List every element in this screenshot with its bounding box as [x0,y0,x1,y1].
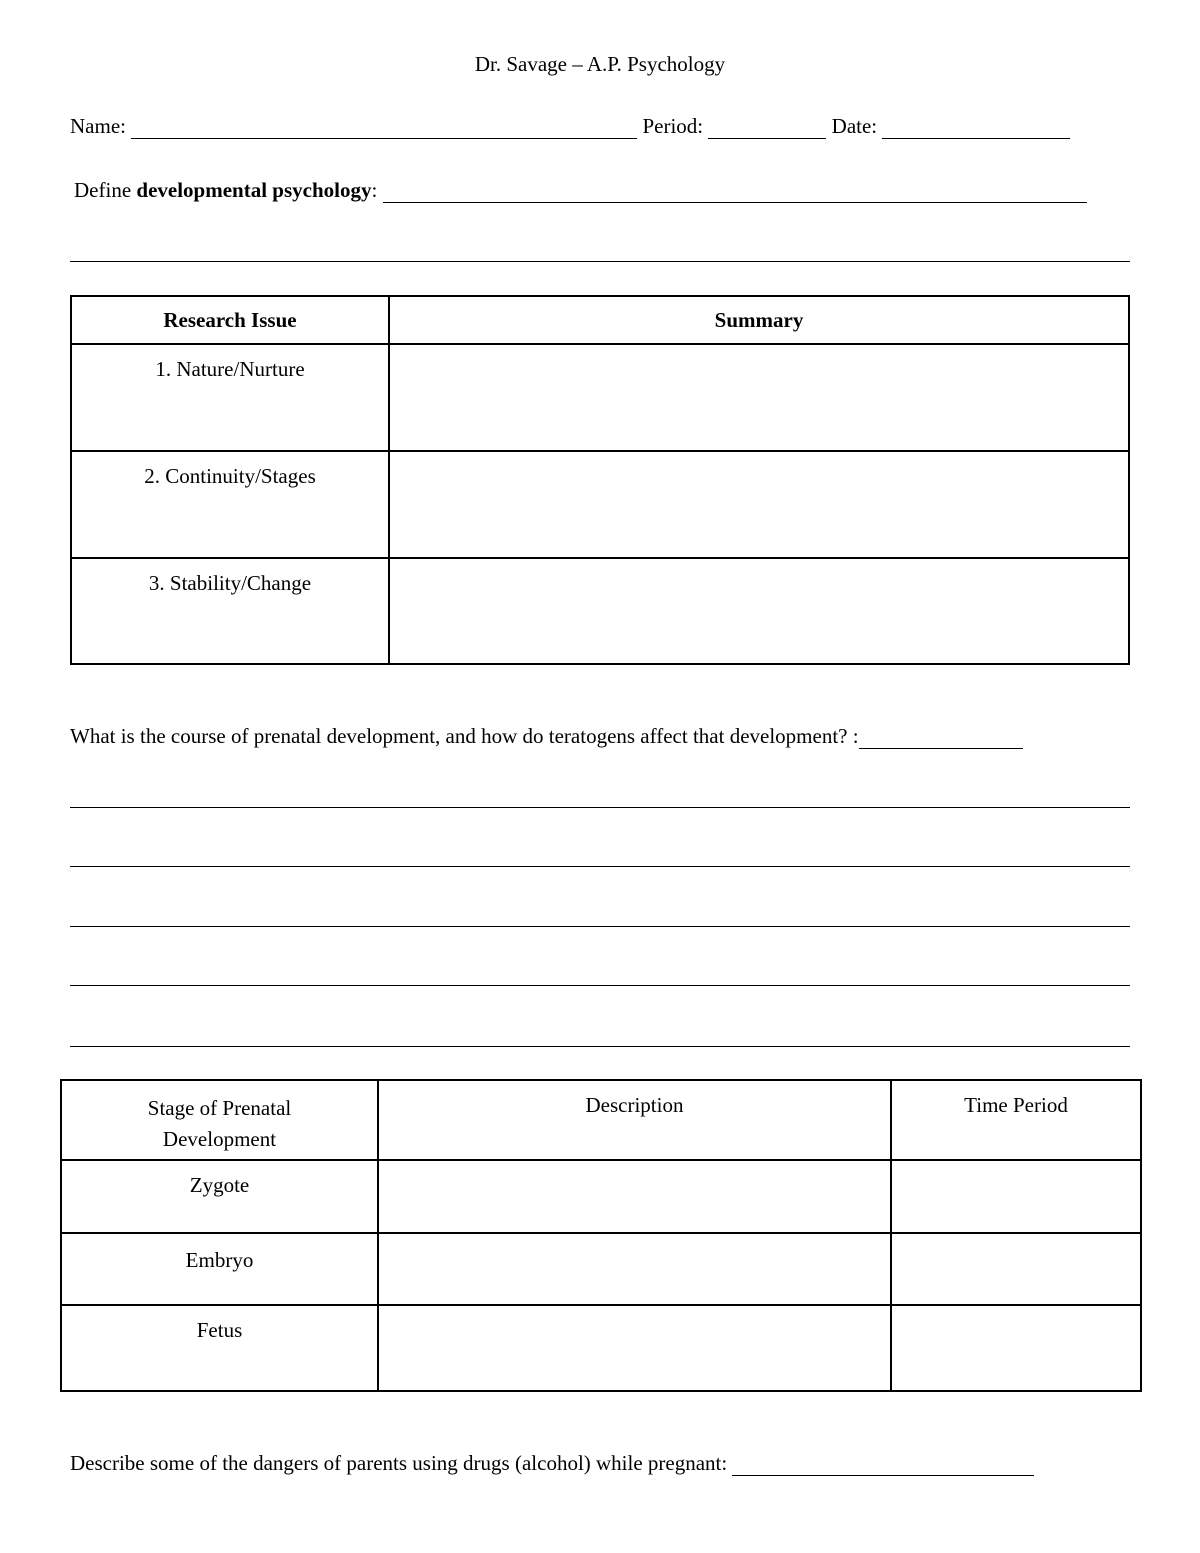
summary-cell[interactable] [389,344,1129,451]
research-issue-header: Research Issue [71,296,389,344]
prenatal-answer-line[interactable] [70,926,1130,927]
table-row [71,451,1129,558]
time-period-cell[interactable] [891,1160,1141,1233]
prenatal-stage-table [60,1079,1142,1392]
define-answer-field[interactable] [383,182,1087,203]
dangers-answer-field[interactable] [732,1455,1034,1476]
research-issue-cell: 2. Continuity/Stages [71,451,389,558]
prenatal-answer-line[interactable] [70,807,1130,808]
period-field[interactable] [708,118,826,139]
research-issue-cell: 3. Stability/Change [71,558,389,664]
define-suffix: : [371,178,378,202]
dangers-question [70,1451,1034,1476]
summary-cell[interactable] [389,558,1129,664]
prenatal-answer-field[interactable] [859,728,1023,749]
time-period-cell[interactable] [891,1233,1141,1305]
student-info-row [70,114,1070,139]
prenatal-question-text: What is the course of prenatal development, and how do teratogens affect that development? : [70,724,859,748]
research-issue-table [70,295,1130,665]
table-row [61,1233,1141,1305]
define-prompt [74,178,1087,203]
research-issue-cell: 1. Nature/Nurture [71,344,389,451]
name-label: Name: [70,114,126,138]
prenatal-question [70,724,1023,749]
page-title: Dr. Savage – A.P. Psychology [474,52,726,76]
name-field[interactable] [131,118,637,139]
define-answer-line[interactable] [70,261,1130,262]
table-row [61,1160,1141,1233]
define-term: developmental psychology [136,178,372,202]
time-period-cell[interactable] [891,1305,1141,1391]
stage-header: Stage of Prenatal Development [61,1080,378,1160]
dangers-question-text: Describe some of the dangers of parents using drugs (alcohol) while pregnant: [70,1451,728,1475]
summary-cell[interactable] [389,451,1129,558]
stage-cell: Fetus [61,1305,378,1391]
table-row [61,1305,1141,1391]
time-period-header: Time Period [891,1080,1141,1160]
summary-header: Summary [389,296,1129,344]
stage-cell: Embryo [61,1233,378,1305]
date-label: Date: [831,114,878,138]
date-field[interactable] [882,118,1070,139]
description-cell[interactable] [378,1305,891,1391]
description-cell[interactable] [378,1160,891,1233]
period-label: Period: [642,114,704,138]
table-row [71,344,1129,451]
prenatal-answer-line[interactable] [70,866,1130,867]
stage-cell: Zygote [61,1160,378,1233]
table-row [71,558,1129,664]
description-header: Description [378,1080,891,1160]
define-prefix: Define [74,178,137,202]
prenatal-answer-line[interactable] [70,1046,1130,1047]
description-cell[interactable] [378,1233,891,1305]
prenatal-answer-line[interactable] [70,985,1130,986]
